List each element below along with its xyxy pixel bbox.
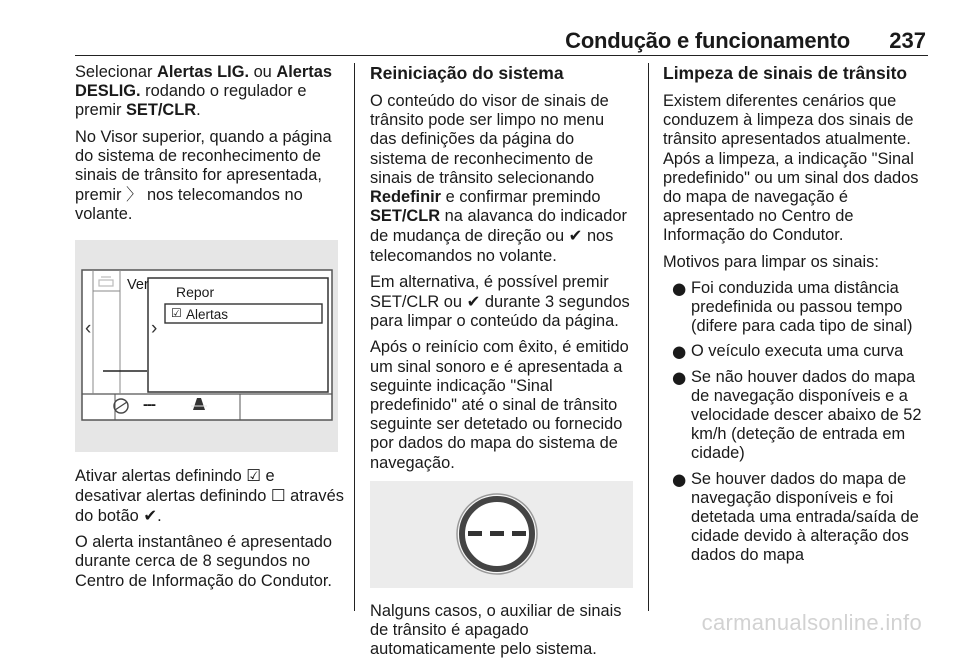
page-header [75,0,928,56]
list-item: ● O veículo executa uma curva [672,342,904,362]
bullet-icon: ● [672,278,687,298]
redefine-label: Redefinir [370,188,442,207]
list-item: ● Se não houver dados do mapa de navegação disponíveis e a velocidade descer abaixo de 52 km/h (deteção de entrada em cidade) [672,367,922,463]
checkbox-checked-icon: ☑ [171,305,182,320]
checkbox-checked-icon: ☑ [246,465,261,485]
section-title: Condução e funcionamento [565,28,850,53]
bullet-icon: ● [672,367,687,387]
reset-menu-item: Repor [176,283,215,300]
col1-paragraph-2: No Visor superior, quando a página do sistema de reconhecimento de sinais de trânsito for apresentada, premir 〉 nos telecomandos no volante. [75,127,332,224]
col2-paragraph-1: O conteúdo do visor de sinais de trânsito pode ser limpo no menu das definições da página do sistema de reconhecimento de sinais de trânsito selecionando Redefinir e confirmar premindo SET/CLR na alavanca do indicador de mudança de direção ou ✔ nos telecomandos no volante. [370,92,627,265]
column-divider-1 [354,63,355,611]
col3-paragraph-1: Existem diferentes cenários que conduzem à limpeza dos sinais de trânsito apresentados atualmente. Após a limpeza, a indicação "Sinal predefinido" ou um sinal dos dados do mapa de navegação é apresentado no Centro de Informação do Condutor. [663,92,919,245]
chevron-right-icon: 〉 [126,185,143,205]
system-reset-heading: Reiniciação do sistema [370,63,564,83]
column-2 [370,63,635,666]
col2-paragraph-3: Após o reinício com êxito, é emitido um sinal sonoro e é apresentada a seguinte indicação "Sinal predefinido" até o sinal de trânsito seguinte ser detetado ou fornecido por dados do mapa do sistema de navegação. [370,338,629,472]
checkbox-unchecked-icon: ☐ [270,485,286,505]
list-item: ● Foi conduzida uma distância predefinida ou passou tempo (difere para cada tipo de sinal) [672,278,913,336]
checkmark-icon: ✔ [568,226,583,246]
alerts-off-label: Alertas DESLIG. [75,63,332,101]
column-divider-2 [648,63,649,611]
col1-paragraph-4: O alerta instantâneo é apresentado durante cerca de 8 segundos no Centro de Informação do Condutor. [75,533,332,590]
checkmark-icon: ✔ [466,292,481,312]
set-clr-label: SET/CLR [126,101,197,120]
col2-paragraph-2: Em alternativa, é possível premir SET/CLR ou ✔ durante 3 segundos para limpar o conteúdo da página. [370,272,630,331]
clearing-signs-heading: Limpeza de sinais de trânsito [663,63,908,83]
checkmark-icon: ✔ [143,506,158,526]
set-clr-label: SET/CLR [370,207,441,226]
col2-paragraph-4: Nalguns casos, o auxiliar de sinais de trânsito é apagado automaticamente pelo sistema. [370,601,622,659]
left-arrow-icon: ‹ [85,317,92,339]
display-illustration [75,240,338,452]
alerts-menu-item: Alertas [186,306,229,322]
page-number: 237 [889,28,926,53]
column-3 [663,63,931,572]
list-item: ● Se houver dados do mapa de navegação disponíveis e foi detetada uma entrada/saída de cidade devido à alteração dos dados do mapa [672,469,919,565]
col1-paragraph-1: Selecionar Alertas LIG. ou Alertas DESLIG. rodando o regulador e premir SET/CLR. [75,63,332,120]
reasons-list [663,279,931,566]
bullet-icon: ● [672,469,687,489]
col3-paragraph-2: Motivos para limpar os sinais: [663,252,879,271]
view-tab-label: Ver [127,276,149,293]
default-sign-illustration [370,481,633,588]
column-1 [75,63,345,598]
alerts-on-label: Alertas LIG. [157,63,250,81]
info-display-screen [75,240,338,452]
dashes-indicator: --- [143,395,155,413]
col1-paragraph-3: Ativar alertas definindo ☑ e desativar alertas definindo ☐ através do botão ✔. [75,465,344,526]
right-arrow-icon: › [151,317,158,339]
default-sign-icon [370,481,633,588]
bullet-icon: ● [672,342,687,362]
watermark: carmanualsonline.info [701,610,922,635]
